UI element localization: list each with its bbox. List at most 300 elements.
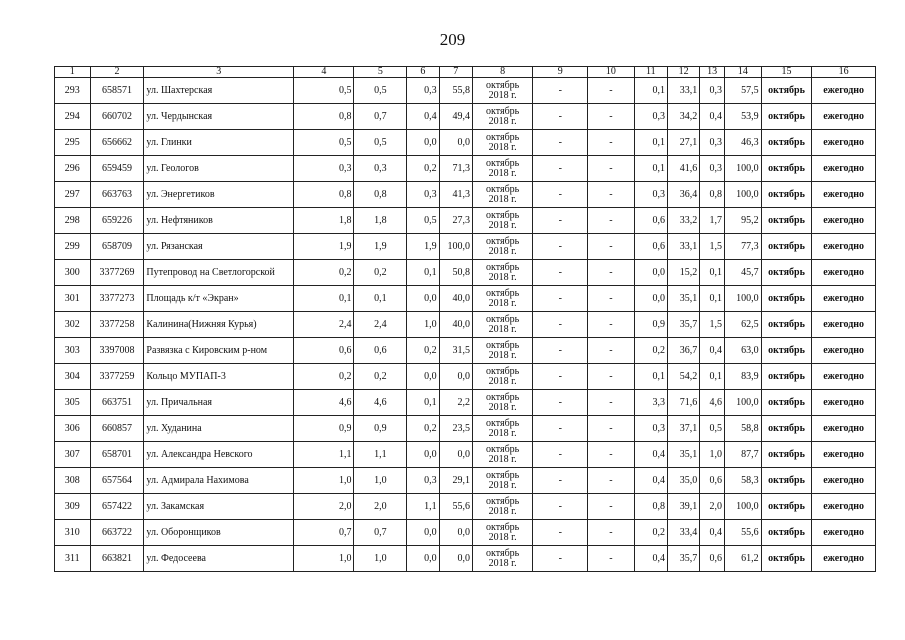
month-label: октябрь xyxy=(486,183,520,195)
column-header: 6 xyxy=(407,67,439,78)
period-cell: октябрь xyxy=(761,130,812,156)
column-header: 1 xyxy=(55,67,91,78)
value-cell: 0,1 xyxy=(634,364,667,390)
row-number-cell: 305 xyxy=(55,390,91,416)
value-cell: 0,2 xyxy=(354,364,407,390)
row-number-cell: 306 xyxy=(55,416,91,442)
year-label: 2018 г. xyxy=(488,271,517,283)
value-cell: - xyxy=(533,338,588,364)
value-cell: - xyxy=(588,390,634,416)
row-number-cell: 293 xyxy=(55,78,91,104)
value-cell: 83,9 xyxy=(725,364,762,390)
value-cell: 0,4 xyxy=(700,104,725,130)
month-label: октябрь xyxy=(486,547,520,559)
value-cell: 2,0 xyxy=(294,494,354,520)
road-code-cell: 663821 xyxy=(90,546,144,572)
road-name-cell: Путепровод на Светлогорской xyxy=(144,260,294,286)
road-name-cell: Площадь к/т «Экран» xyxy=(144,286,294,312)
value-cell: 0,3 xyxy=(407,78,439,104)
frequency-cell: ежегодно xyxy=(812,286,876,312)
value-cell: 1,7 xyxy=(700,208,725,234)
value-cell: 0,0 xyxy=(439,442,472,468)
value-cell: 4,6 xyxy=(294,390,354,416)
value-cell: 0,8 xyxy=(634,494,667,520)
value-cell: 29,1 xyxy=(439,468,472,494)
year-label: 2018 г. xyxy=(488,167,517,179)
value-cell: 0,6 xyxy=(634,234,667,260)
road-name-cell: Кольцо МУПАП-3 xyxy=(144,364,294,390)
value-cell: 23,5 xyxy=(439,416,472,442)
value-cell: - xyxy=(588,260,634,286)
period-cell: октябрь xyxy=(761,208,812,234)
month-cell xyxy=(472,338,532,364)
value-cell: 0,3 xyxy=(634,416,667,442)
period-cell: октябрь xyxy=(761,104,812,130)
value-cell: 100,0 xyxy=(439,234,472,260)
value-cell: 0,4 xyxy=(407,104,439,130)
value-cell: 100,0 xyxy=(725,390,762,416)
value-cell: 33,1 xyxy=(667,78,699,104)
column-header: 5 xyxy=(354,67,407,78)
road-name-cell: ул. Шахтерская xyxy=(144,78,294,104)
value-cell: 36,7 xyxy=(667,338,699,364)
value-cell: 37,1 xyxy=(667,416,699,442)
value-cell: - xyxy=(588,104,634,130)
month-cell xyxy=(472,78,532,104)
value-cell: 0,4 xyxy=(700,520,725,546)
table-row xyxy=(55,182,876,208)
value-cell: 0,0 xyxy=(407,442,439,468)
column-number-row xyxy=(55,67,876,78)
value-cell: 0,2 xyxy=(294,260,354,286)
value-cell: - xyxy=(533,130,588,156)
year-label: 2018 г. xyxy=(488,557,517,569)
value-cell: - xyxy=(533,312,588,338)
value-cell: 61,2 xyxy=(725,546,762,572)
value-cell: 40,0 xyxy=(439,286,472,312)
value-cell: 0,0 xyxy=(407,364,439,390)
month-label: октябрь xyxy=(486,417,520,429)
month-cell xyxy=(472,312,532,338)
month-label: октябрь xyxy=(486,105,520,117)
month-cell xyxy=(472,156,532,182)
value-cell: 0,0 xyxy=(407,130,439,156)
month-label: октябрь xyxy=(486,469,520,481)
period-cell: октябрь xyxy=(761,442,812,468)
value-cell: 0,1 xyxy=(634,130,667,156)
road-name-cell: Калинина(Нижняя Курья) xyxy=(144,312,294,338)
value-cell: - xyxy=(533,156,588,182)
frequency-cell: ежегодно xyxy=(812,260,876,286)
value-cell: 57,5 xyxy=(725,78,762,104)
value-cell: 0,9 xyxy=(634,312,667,338)
period-cell: октябрь xyxy=(761,338,812,364)
value-cell: 0,1 xyxy=(634,78,667,104)
road-name-cell: ул. Глинки xyxy=(144,130,294,156)
value-cell: - xyxy=(533,104,588,130)
value-cell: 87,7 xyxy=(725,442,762,468)
value-cell: 2,0 xyxy=(354,494,407,520)
month-cell xyxy=(472,208,532,234)
table-row xyxy=(55,286,876,312)
frequency-cell: ежегодно xyxy=(812,312,876,338)
value-cell: 1,0 xyxy=(407,312,439,338)
value-cell: 50,8 xyxy=(439,260,472,286)
row-number-cell: 298 xyxy=(55,208,91,234)
value-cell: 0,2 xyxy=(634,520,667,546)
table-row xyxy=(55,468,876,494)
month-cell xyxy=(472,182,532,208)
month-label: октябрь xyxy=(486,339,520,351)
value-cell: 0,2 xyxy=(407,416,439,442)
year-label: 2018 г. xyxy=(488,375,517,387)
column-header: 14 xyxy=(725,67,762,78)
table-row xyxy=(55,130,876,156)
month-label: октябрь xyxy=(486,131,520,143)
value-cell: 0,0 xyxy=(407,286,439,312)
value-cell: 0,5 xyxy=(407,208,439,234)
value-cell: 0,6 xyxy=(354,338,407,364)
column-header: 13 xyxy=(700,67,725,78)
road-code-cell: 657422 xyxy=(90,494,144,520)
road-code-cell: 659226 xyxy=(90,208,144,234)
value-cell: - xyxy=(588,78,634,104)
year-label: 2018 г. xyxy=(488,141,517,153)
value-cell: - xyxy=(588,494,634,520)
row-number-cell: 297 xyxy=(55,182,91,208)
value-cell: - xyxy=(533,416,588,442)
value-cell: 55,8 xyxy=(439,78,472,104)
value-cell: 95,2 xyxy=(725,208,762,234)
month-label: октябрь xyxy=(486,79,520,91)
value-cell: 71,3 xyxy=(439,156,472,182)
value-cell: 1,9 xyxy=(407,234,439,260)
table-body xyxy=(55,67,876,572)
value-cell: 33,4 xyxy=(667,520,699,546)
value-cell: 2,4 xyxy=(294,312,354,338)
value-cell: 0,1 xyxy=(407,390,439,416)
frequency-cell: ежегодно xyxy=(812,234,876,260)
value-cell: 0,5 xyxy=(354,78,407,104)
value-cell: - xyxy=(533,494,588,520)
value-cell: 40,0 xyxy=(439,312,472,338)
road-code-cell: 660857 xyxy=(90,416,144,442)
value-cell: - xyxy=(533,182,588,208)
year-label: 2018 г. xyxy=(488,323,517,335)
value-cell: 0,1 xyxy=(634,156,667,182)
value-cell: 0,3 xyxy=(407,182,439,208)
value-cell: 35,7 xyxy=(667,546,699,572)
value-cell: 0,2 xyxy=(407,338,439,364)
road-name-cell: ул. Федосеева xyxy=(144,546,294,572)
value-cell: 0,6 xyxy=(700,468,725,494)
value-cell: 0,5 xyxy=(294,78,354,104)
frequency-cell: ежегодно xyxy=(812,364,876,390)
period-cell: октябрь xyxy=(761,182,812,208)
row-number-cell: 302 xyxy=(55,312,91,338)
month-label: октябрь xyxy=(486,209,520,221)
frequency-cell: ежегодно xyxy=(812,130,876,156)
value-cell: - xyxy=(588,546,634,572)
value-cell: 0,4 xyxy=(700,338,725,364)
period-cell: октябрь xyxy=(761,390,812,416)
period-cell: октябрь xyxy=(761,312,812,338)
value-cell: 0,5 xyxy=(354,130,407,156)
frequency-cell: ежегодно xyxy=(812,182,876,208)
value-cell: 0,3 xyxy=(700,130,725,156)
value-cell: 49,4 xyxy=(439,104,472,130)
row-number-cell: 309 xyxy=(55,494,91,520)
value-cell: 1,8 xyxy=(294,208,354,234)
road-name-cell: ул. Нефтяников xyxy=(144,208,294,234)
row-number-cell: 299 xyxy=(55,234,91,260)
value-cell: 0,0 xyxy=(634,286,667,312)
row-number-cell: 294 xyxy=(55,104,91,130)
table-row xyxy=(55,338,876,364)
value-cell: - xyxy=(588,234,634,260)
value-cell: 0,3 xyxy=(354,156,407,182)
value-cell: - xyxy=(588,208,634,234)
value-cell: 15,2 xyxy=(667,260,699,286)
value-cell: 0,2 xyxy=(634,338,667,364)
month-cell xyxy=(472,520,532,546)
row-number-cell: 296 xyxy=(55,156,91,182)
value-cell: 0,2 xyxy=(407,156,439,182)
value-cell: 100,0 xyxy=(725,494,762,520)
road-name-cell: Развязка с Кировским р-ном xyxy=(144,338,294,364)
frequency-cell: ежегодно xyxy=(812,338,876,364)
table-row xyxy=(55,442,876,468)
frequency-cell: ежегодно xyxy=(812,546,876,572)
month-cell xyxy=(472,390,532,416)
month-label: октябрь xyxy=(486,157,520,169)
value-cell: 0,0 xyxy=(634,260,667,286)
value-cell: - xyxy=(533,78,588,104)
value-cell: 0,5 xyxy=(700,416,725,442)
column-header: 16 xyxy=(812,67,876,78)
value-cell: 0,4 xyxy=(634,546,667,572)
value-cell: 35,0 xyxy=(667,468,699,494)
table-row xyxy=(55,208,876,234)
frequency-cell: ежегодно xyxy=(812,390,876,416)
year-label: 2018 г. xyxy=(488,427,517,439)
value-cell: 55,6 xyxy=(439,494,472,520)
value-cell: 2,2 xyxy=(439,390,472,416)
value-cell: 0,8 xyxy=(354,182,407,208)
value-cell: - xyxy=(533,234,588,260)
frequency-cell: ежегодно xyxy=(812,416,876,442)
road-code-cell: 3377269 xyxy=(90,260,144,286)
year-label: 2018 г. xyxy=(488,479,517,491)
road-code-cell: 656662 xyxy=(90,130,144,156)
value-cell: 0,6 xyxy=(294,338,354,364)
value-cell: 62,5 xyxy=(725,312,762,338)
road-code-cell: 3397008 xyxy=(90,338,144,364)
year-label: 2018 г. xyxy=(488,531,517,543)
value-cell: 1,0 xyxy=(700,442,725,468)
table-row xyxy=(55,546,876,572)
year-label: 2018 г. xyxy=(488,193,517,205)
table-row xyxy=(55,104,876,130)
value-cell: 1,9 xyxy=(354,234,407,260)
column-header: 2 xyxy=(90,67,144,78)
value-cell: - xyxy=(533,286,588,312)
year-label: 2018 г. xyxy=(488,219,517,231)
table-row xyxy=(55,390,876,416)
column-header: 8 xyxy=(472,67,532,78)
frequency-cell: ежегодно xyxy=(812,156,876,182)
value-cell: - xyxy=(533,260,588,286)
value-cell: 36,4 xyxy=(667,182,699,208)
road-name-cell: ул. Александра Невского xyxy=(144,442,294,468)
value-cell: 0,3 xyxy=(407,468,439,494)
year-label: 2018 г. xyxy=(488,349,517,361)
period-cell: октябрь xyxy=(761,156,812,182)
period-cell: октябрь xyxy=(761,234,812,260)
frequency-cell: ежегодно xyxy=(812,442,876,468)
row-number-cell: 303 xyxy=(55,338,91,364)
value-cell: 1,1 xyxy=(354,442,407,468)
value-cell: 33,2 xyxy=(667,208,699,234)
value-cell: 0,9 xyxy=(354,416,407,442)
page-number: 209 xyxy=(439,30,466,49)
frequency-cell: ежегодно xyxy=(812,520,876,546)
month-cell xyxy=(472,286,532,312)
value-cell: 0,9 xyxy=(294,416,354,442)
frequency-cell: ежегодно xyxy=(812,468,876,494)
value-cell: - xyxy=(588,130,634,156)
period-cell: октябрь xyxy=(761,416,812,442)
road-code-cell: 3377273 xyxy=(90,286,144,312)
row-number-cell: 304 xyxy=(55,364,91,390)
value-cell: 0,1 xyxy=(700,364,725,390)
value-cell: 1,1 xyxy=(407,494,439,520)
value-cell: 0,8 xyxy=(294,182,354,208)
road-code-cell: 659459 xyxy=(90,156,144,182)
month-label: октябрь xyxy=(486,365,520,377)
value-cell: - xyxy=(588,364,634,390)
value-cell: 35,7 xyxy=(667,312,699,338)
row-number-cell: 300 xyxy=(55,260,91,286)
value-cell: 2,0 xyxy=(700,494,725,520)
column-header: 7 xyxy=(439,67,472,78)
value-cell: 0,4 xyxy=(634,442,667,468)
value-cell: 0,3 xyxy=(634,104,667,130)
value-cell: - xyxy=(588,182,634,208)
year-label: 2018 г. xyxy=(488,115,517,127)
period-cell: октябрь xyxy=(761,494,812,520)
row-number-cell: 301 xyxy=(55,286,91,312)
value-cell: 45,7 xyxy=(725,260,762,286)
value-cell: 1,0 xyxy=(354,468,407,494)
frequency-cell: ежегодно xyxy=(812,494,876,520)
value-cell: 0,3 xyxy=(634,182,667,208)
column-header: 10 xyxy=(588,67,634,78)
value-cell: 58,8 xyxy=(725,416,762,442)
value-cell: - xyxy=(588,442,634,468)
value-cell: 100,0 xyxy=(725,182,762,208)
value-cell: 0,8 xyxy=(294,104,354,130)
road-name-cell: ул. Геологов xyxy=(144,156,294,182)
column-header: 15 xyxy=(761,67,812,78)
value-cell: 0,7 xyxy=(354,104,407,130)
value-cell: 27,3 xyxy=(439,208,472,234)
period-cell: октябрь xyxy=(761,286,812,312)
frequency-cell: ежегодно xyxy=(812,78,876,104)
month-label: октябрь xyxy=(486,495,520,507)
value-cell: 41,6 xyxy=(667,156,699,182)
value-cell: 0,7 xyxy=(294,520,354,546)
value-cell: 0,1 xyxy=(407,260,439,286)
table-row xyxy=(55,364,876,390)
period-cell: октябрь xyxy=(761,520,812,546)
table-row xyxy=(55,416,876,442)
month-cell xyxy=(472,442,532,468)
road-code-cell: 3377258 xyxy=(90,312,144,338)
month-cell xyxy=(472,546,532,572)
value-cell: 35,1 xyxy=(667,286,699,312)
value-cell: 55,6 xyxy=(725,520,762,546)
road-code-cell: 3377259 xyxy=(90,364,144,390)
road-code-cell: 658571 xyxy=(90,78,144,104)
road-code-cell: 663751 xyxy=(90,390,144,416)
value-cell: 0,0 xyxy=(439,546,472,572)
row-number-cell: 311 xyxy=(55,546,91,572)
table-row xyxy=(55,520,876,546)
value-cell: 0,3 xyxy=(700,156,725,182)
column-header: 11 xyxy=(634,67,667,78)
month-label: октябрь xyxy=(486,521,520,533)
value-cell: 0,0 xyxy=(439,364,472,390)
road-name-cell: ул. Энергетиков xyxy=(144,182,294,208)
year-label: 2018 г. xyxy=(488,297,517,309)
table-row xyxy=(55,260,876,286)
period-cell: октябрь xyxy=(761,468,812,494)
value-cell: 0,6 xyxy=(634,208,667,234)
road-name-cell: ул. Оборонщиков xyxy=(144,520,294,546)
value-cell: 3,3 xyxy=(634,390,667,416)
table-row xyxy=(55,234,876,260)
year-label: 2018 г. xyxy=(488,505,517,517)
table-row xyxy=(55,156,876,182)
value-cell: 0,6 xyxy=(700,546,725,572)
road-name-cell: ул. Чердынская xyxy=(144,104,294,130)
value-cell: 54,2 xyxy=(667,364,699,390)
value-cell: 0,3 xyxy=(700,78,725,104)
value-cell: 0,0 xyxy=(407,520,439,546)
month-label: октябрь xyxy=(486,313,520,325)
value-cell: - xyxy=(588,156,634,182)
road-code-cell: 657564 xyxy=(90,468,144,494)
value-cell: 0,2 xyxy=(294,364,354,390)
value-cell: 0,0 xyxy=(407,546,439,572)
value-cell: - xyxy=(588,312,634,338)
month-cell xyxy=(472,468,532,494)
period-cell: октябрь xyxy=(761,364,812,390)
value-cell: 100,0 xyxy=(725,286,762,312)
row-number-cell: 295 xyxy=(55,130,91,156)
value-cell: 1,1 xyxy=(294,442,354,468)
value-cell: - xyxy=(588,468,634,494)
road-code-cell: 663763 xyxy=(90,182,144,208)
table-row xyxy=(55,312,876,338)
period-cell: октябрь xyxy=(761,546,812,572)
value-cell: 35,1 xyxy=(667,442,699,468)
value-cell: 0,5 xyxy=(294,130,354,156)
value-cell: - xyxy=(533,520,588,546)
frequency-cell: ежегодно xyxy=(812,208,876,234)
row-number-cell: 308 xyxy=(55,468,91,494)
